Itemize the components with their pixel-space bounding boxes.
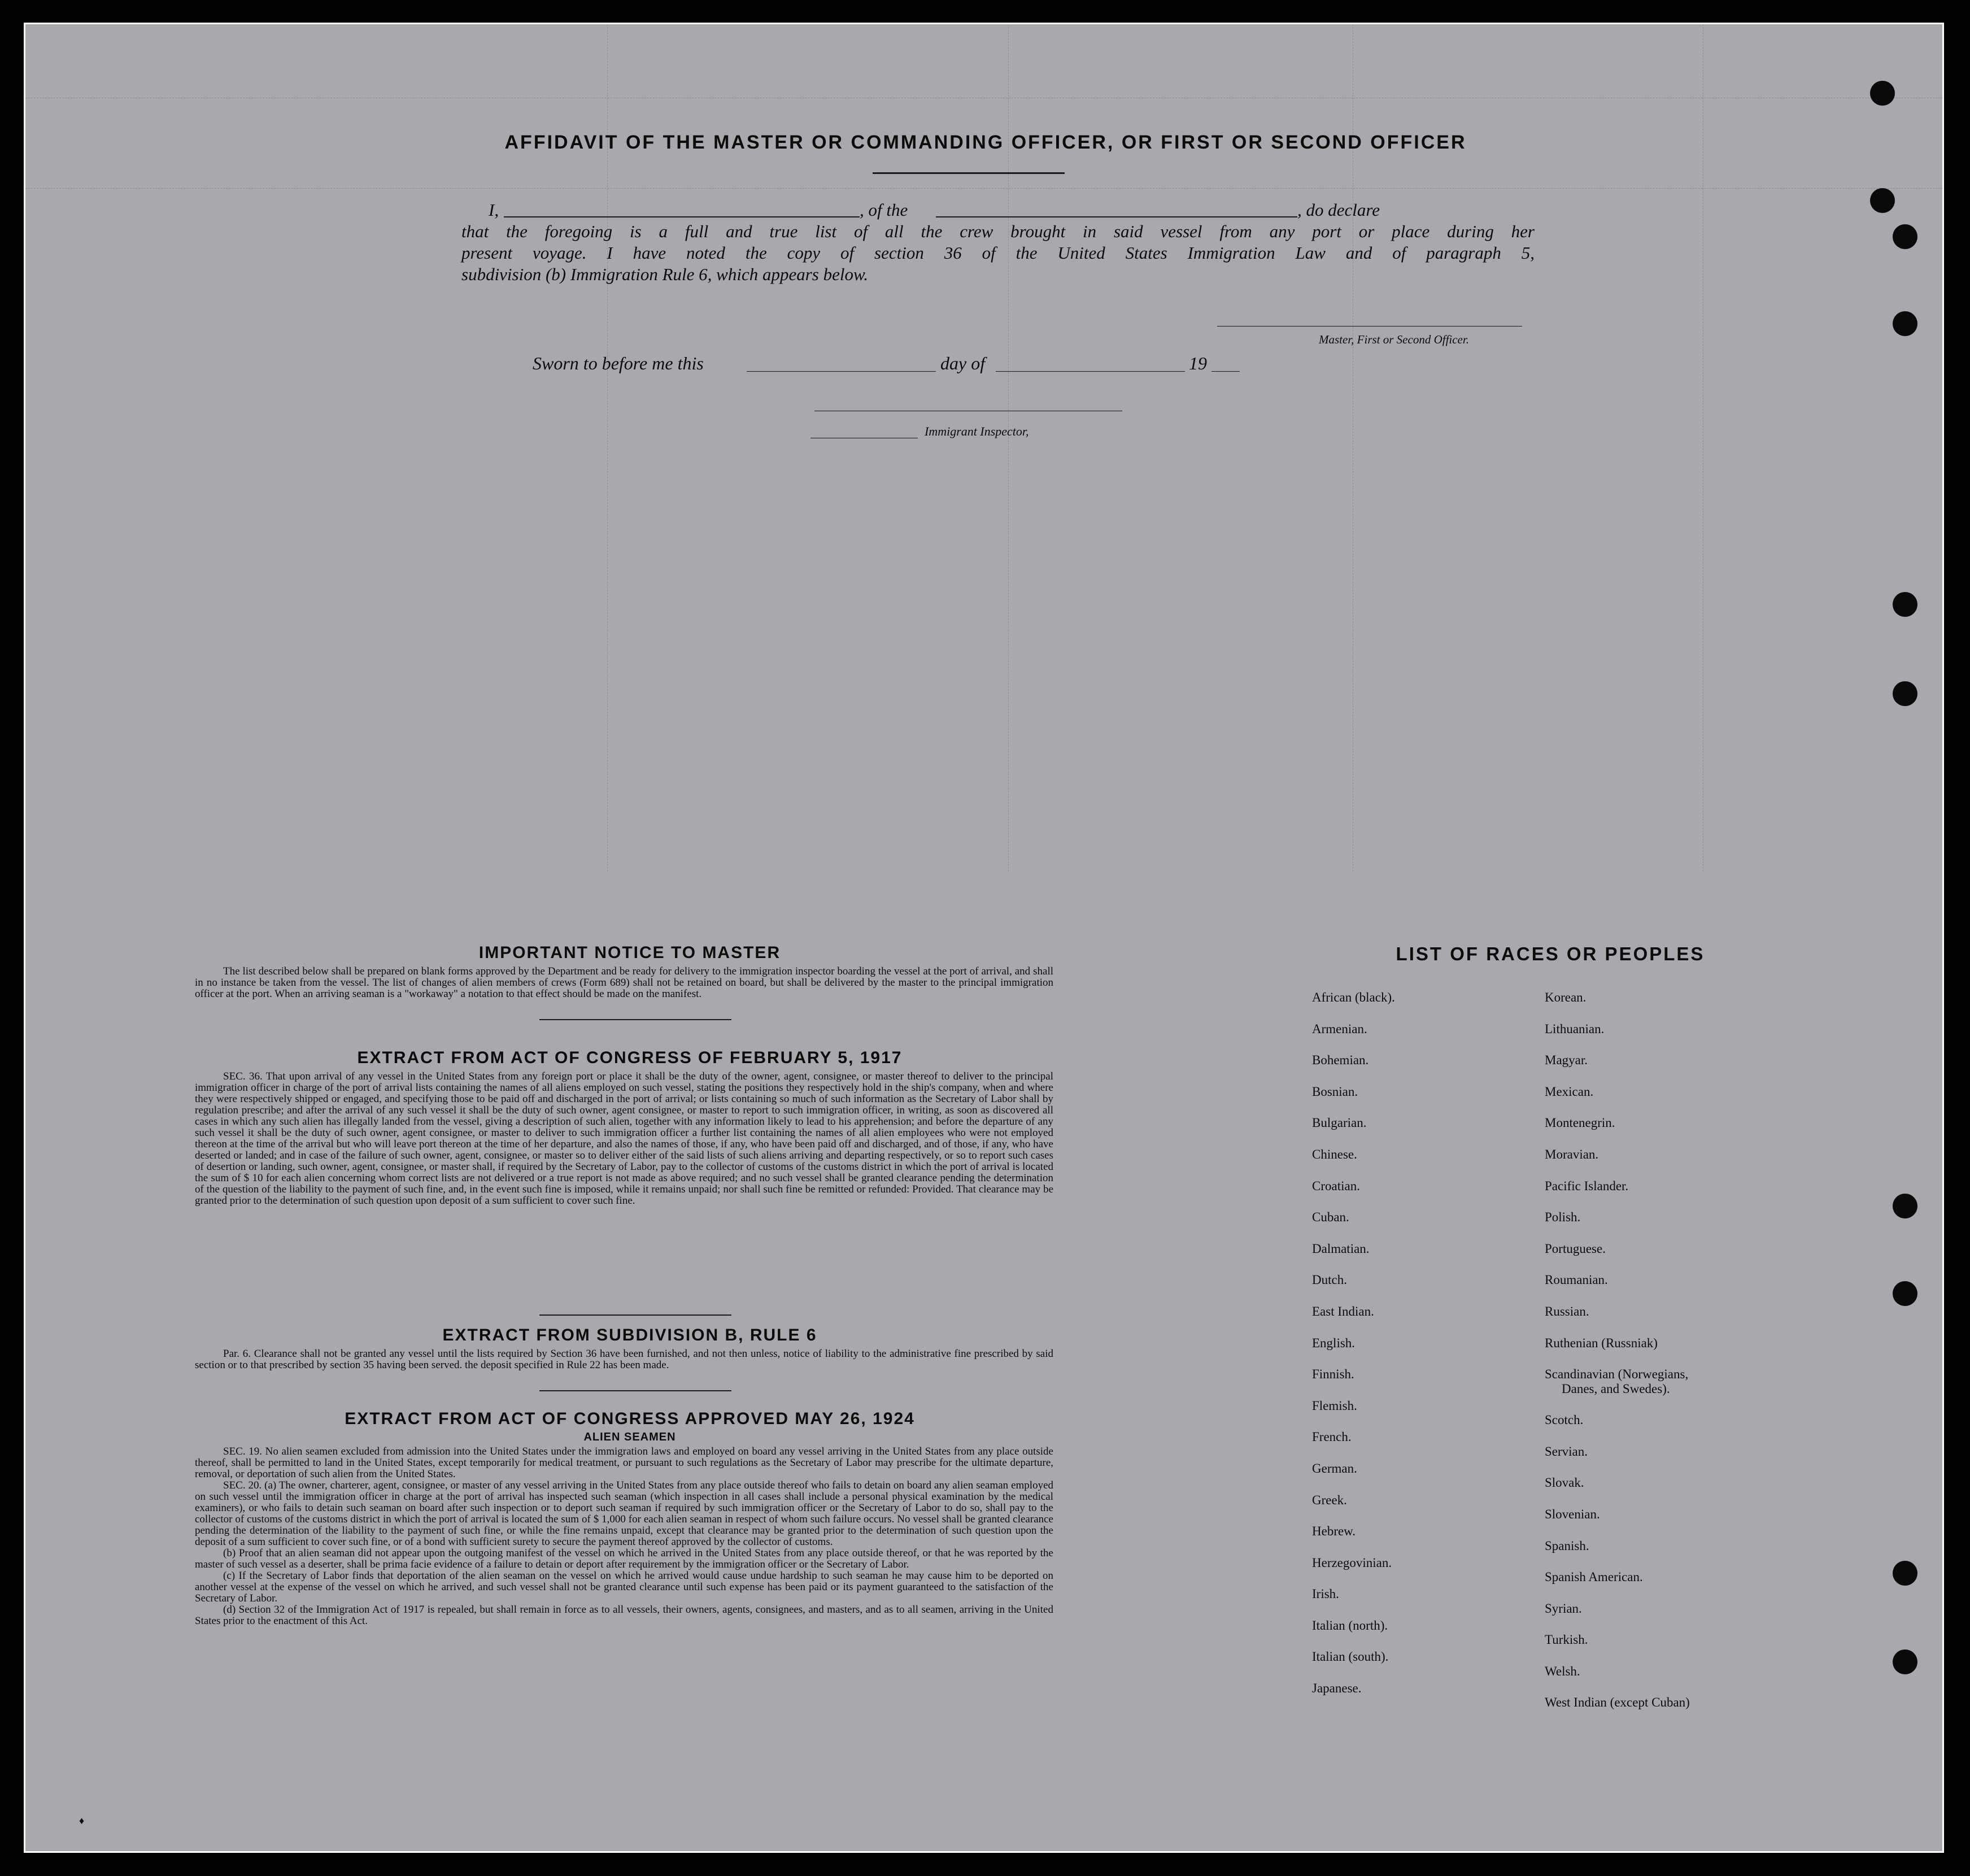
punch-hole <box>1893 1281 1917 1306</box>
race-item: Moravian. <box>1545 1147 1599 1161</box>
races-right-column <box>1545 990 1782 1727</box>
race-item: Croatian. <box>1312 1178 1360 1193</box>
name-blank[interactable] <box>504 216 860 217</box>
declaration-i: I, <box>489 200 499 220</box>
extract-rule6-text: Par. 6. Clearance shall not be granted any vessel until the lists required by Section 36 have been furnished, and not then unless, notice of liability to the administrative fine prescribed by said section or to that prescribed by section 35 having been served. the deposit specified in Rule 22 has been made. <box>195 1348 1053 1371</box>
race-item: Slovenian. <box>1545 1507 1600 1521</box>
races-left-column <box>1312 990 1527 1713</box>
race-item: German. <box>1312 1461 1357 1475</box>
signature-line[interactable] <box>1217 326 1522 327</box>
race-item: Mexican. <box>1545 1084 1594 1099</box>
race-item: Dutch. <box>1312 1273 1347 1287</box>
declaration-line-4: subdivision (b) Immigration Rule 6, which appears below. <box>461 264 869 284</box>
race-item: Russian. <box>1545 1304 1589 1318</box>
section-rule <box>539 1019 731 1020</box>
race-item: Roumanian. <box>1545 1273 1608 1287</box>
race-item: Korean. <box>1545 990 1587 1004</box>
declaration-line-2: that the foregoing is a full and true list of all the crew brought in said vessel from any port or place during her <box>461 221 1535 241</box>
inspector-label: Immigrant Inspector, <box>925 424 1029 438</box>
race-item: Magyar. <box>1545 1053 1588 1068</box>
race-item: Scotch. <box>1545 1413 1584 1427</box>
extract-1924-paragraph: (d) Section 32 of the Immigration Act of 1917 is repealed, but shall remain in force as to all vessels, their owners, agents, consignees, and masters, and as to all seamen, arriving in the United States prior to the enactment of this Act. <box>195 1604 1053 1627</box>
bleed-rule <box>25 188 1944 189</box>
race-item: Lithuanian. <box>1545 1021 1605 1036</box>
declaration-do-declare: , do declare <box>1297 200 1380 220</box>
race-item: Hebrew. <box>1312 1524 1356 1539</box>
punch-hole <box>1893 311 1917 336</box>
month-blank[interactable] <box>996 371 1185 372</box>
race-item: Pacific Islander. <box>1545 1178 1629 1193</box>
signature-label: Master, First or Second Officer. <box>1319 333 1469 346</box>
race-item: Spanish. <box>1545 1538 1589 1553</box>
day-blank[interactable] <box>747 371 936 372</box>
race-item: Chinese. <box>1312 1147 1357 1161</box>
declaration-block <box>461 199 1535 285</box>
declaration-line-3: present voyage. I have noted the copy of section 36 of the United States Immigration Law and of paragraph 5, <box>461 243 1535 263</box>
extract-1917-text: SEC. 36. That upon arrival of any vessel in the United States from any foreign port or place it shall be the duty of the owner, agent, consignee, or master thereof to deliver to the principal immigration officer in charge of the port of arrival lists containing the names of all aliens employed on such vessel, stating the positions they respectively hold in the ship's company, when and where they were respectively shipped or engaged, and specifying those to be paid off and discharged in the port of arrival; or lists containing so much of such information as the Secretary of Labor shall by regulation prescribe; and after the arrival of any such vessel it shall be the duty of such owner, agent consignee, or master to report to such immigration officer, in writing, as soon as discovered all cases in which any such alien has illegally landed from the vessel, giving a description of such alien, together with any information likely to lead to his apprehension; and before the departure of any such vessel it shall be the duty of such owner, agent consignee, or master to deliver to such immigration officer a further list containing the names of all alien employees who were not employed thereon at the time of the arrival but who will leave port thereon at the time of her departure, and also the names of those, if any, who have been paid off and discharged, and of those, if any, who have deserted or landed; and in case of the failure of such owner, agent, consignee, or master so to deliver either of the said lists of such aliens arriving and departing respectively, or so to report such cases of desertion or landing, such owner, agent, consignee, or master shall, if required by the Secretary of Labor, pay to the collector of customs of the customs district in which the port of arrival is located the sum of $ 10 for each alien concerning whom correct lists are not delivered or a true report is not made as above required; and no such vessel shall be granted clearance pending the determination of the question of the liability to the payment of such fine, and, in the event such fine is imposed, while it remains unpaid; nor shall such fine be remitted or refunded: Provided. That clearance may be granted prior to the determination of such question upon deposit of a sum sufficient to cover such fine. <box>195 1070 1053 1207</box>
race-item: Welsh. <box>1545 1664 1580 1678</box>
race-item: Turkish. <box>1545 1633 1588 1647</box>
section-rule <box>539 1314 731 1316</box>
form-page <box>24 23 1944 1853</box>
race-item: Syrian. <box>1545 1601 1582 1616</box>
punch-hole <box>1893 681 1917 706</box>
punch-hole <box>1893 1194 1917 1218</box>
extract-1924-body <box>195 1446 1053 1627</box>
corner-mark: ♦ <box>79 1815 85 1826</box>
sworn-line <box>505 353 1240 376</box>
punch-hole <box>1893 224 1917 249</box>
year-label: 19 <box>1189 353 1207 373</box>
punch-hole <box>1893 1561 1917 1586</box>
race-item: English. <box>1312 1335 1356 1350</box>
section-rule <box>539 1390 731 1391</box>
extract-1924-paragraph: SEC. 20. (a) The owner, charterer, agent, consignee, or master of any vessel arriving in the United States from any place outside thereof who fails to detain on board any alien seaman employed on such vessel until the immigration officer in charge at the port of arrival has inspected such seaman (which inspection in all cases shall include a personal physical examination by the medical examiners), or who fails to detain such seaman on board after such inspection or to deport such seaman if required by such immigration officer or the Secretary of Labor to do so, shall pay to the collector of customs of the customs district in which the port of arrival is located the sum of $ 1,000 for each alien seaman in respect of whom such failure occurs. No vessel shall be granted clearance pending the determination of the liability to the payment of such fine, or while the fine remains unpaid, except that clearance may be granted prior to the determination of such question upon the deposit of a sum sufficient to cover such fine, or of a bond with sufficient surety to secure the payment thereof approved by the collector of customs. <box>195 1479 1053 1548</box>
day-of-label: day of <box>940 353 986 373</box>
extract-1917-title: EXTRACT FROM ACT OF CONGRESS OF FEBRUARY 5, 1917 <box>357 1048 903 1067</box>
race-item: Italian (north). <box>1312 1618 1388 1633</box>
extract-1924-paragraph: (b) Proof that an alien seaman did not appear upon the outgoing manifest of the vessel on which he arrived in the United States from any place outside thereof, or that he was reported by the master of such vessel as a deserter, shall be prima facie evidence of a failure to detain or deport after requirement by the immigration officer or the Secretary of Labor. <box>195 1547 1053 1570</box>
race-item: French. <box>1312 1430 1352 1444</box>
races-title: LIST OF RACES OR PEOPLES <box>1396 943 1705 964</box>
race-item: Portuguese. <box>1545 1241 1606 1256</box>
race-item: Dalmatian. <box>1312 1241 1370 1256</box>
extract-1924-paragraph: SEC. 19. No alien seamen excluded from admission into the United States under the immigration laws and employed on board any vessel arriving in the United States from any place outside thereof, shall be permitted to land in the United States, except temporarily for medical treatment, or pursuant to such regulations as the Secretary of Labor may prescribe for the ultimate departure, removal, or deportation of such alien from the United States. <box>195 1446 1053 1480</box>
race-item: Ruthenian (Russniak) <box>1545 1335 1658 1350</box>
race-item: Cuban. <box>1312 1210 1349 1225</box>
race-item: East Indian. <box>1312 1304 1374 1318</box>
race-item: Scandinavian (Norwegians, <box>1545 1367 1689 1382</box>
declaration-of-the: , of the <box>860 200 908 220</box>
race-item: Polish. <box>1545 1210 1581 1225</box>
punch-hole <box>1870 81 1895 106</box>
race-item: Greek. <box>1312 1492 1347 1507</box>
race-item: West Indian (except Cuban) <box>1545 1695 1690 1710</box>
race-item: Japanese. <box>1312 1681 1362 1696</box>
sworn-label: Sworn to before me this <box>533 353 704 373</box>
race-item: Armenian. <box>1312 1021 1367 1036</box>
extract-1924-title: EXTRACT FROM ACT OF CONGRESS APPROVED MAY 26, 1924 <box>345 1409 915 1428</box>
race-item: Danes, and Swedes). <box>1562 1382 1670 1396</box>
race-item: Bulgarian. <box>1312 1116 1367 1130</box>
race-item: Slovak. <box>1545 1475 1584 1490</box>
year-blank[interactable] <box>1211 371 1240 372</box>
notice-text: The list described below shall be prepared on blank forms approved by the Department and be ready for delivery to the immigration inspector boarding the vessel at the port of arrival, and shall in no instance be taken from the vessel. The list of changes of alien members of crews (Form 689) shall not be retained on board, but shall be delivered by the master to the principal immigration officer at the port. When an arriving seaman is a "workaway" a notation to that effect should be made on the manifest. <box>195 965 1053 1000</box>
race-item: Montenegrin. <box>1545 1116 1615 1130</box>
race-item: Italian (south). <box>1312 1649 1389 1664</box>
title-underline <box>873 172 1065 174</box>
race-item: African (black). <box>1312 990 1395 1004</box>
race-item: Irish. <box>1312 1587 1339 1601</box>
race-item: Servian. <box>1545 1444 1588 1459</box>
race-item: Bosnian. <box>1312 1084 1358 1099</box>
punch-hole <box>1870 188 1895 213</box>
extract-1924-paragraph: (c) If the Secretary of Labor finds that deportation of the alien seaman on the vessel on which he arrived would cause undue hardship to such seaman he may cause him to be deported on another vessel at the expense of the vessel on which he arrived, and such vessel shall not be granted clearance until such expense has been paid or its payment guaranteed to the satisfaction of the Secretary of Labor. <box>195 1570 1053 1604</box>
race-item: Flemish. <box>1312 1398 1357 1413</box>
affidavit-title: AFFIDAVIT OF THE MASTER OR COMMANDING OFFICER, OR FIRST OR SECOND OFFICER <box>504 132 1467 153</box>
extract-rule6-title: EXTRACT FROM SUBDIVISION B, RULE 6 <box>442 1326 817 1344</box>
race-item: Spanish American. <box>1545 1570 1643 1585</box>
race-item: Finnish. <box>1312 1367 1354 1382</box>
alien-seamen-subtitle: ALIEN SEAMEN <box>583 1431 676 1443</box>
punch-hole <box>1893 592 1917 617</box>
vessel-blank[interactable] <box>936 216 1297 217</box>
race-item: Herzegovinian. <box>1312 1555 1392 1570</box>
notice-title: IMPORTANT NOTICE TO MASTER <box>478 943 781 962</box>
race-item: Bohemian. <box>1312 1053 1369 1068</box>
punch-hole <box>1893 1649 1917 1674</box>
